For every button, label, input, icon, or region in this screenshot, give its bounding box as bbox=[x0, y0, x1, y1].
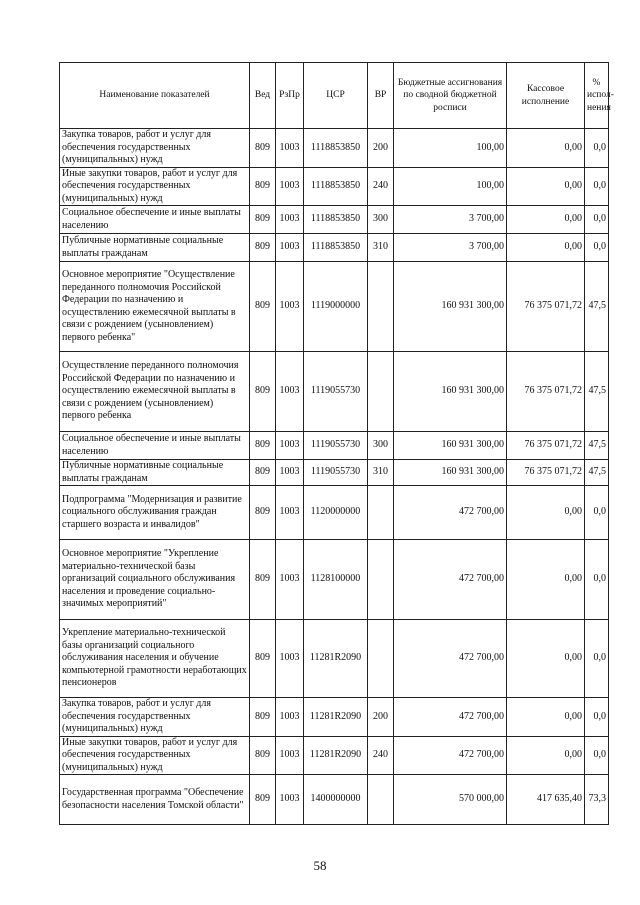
table-row bbox=[60, 234, 609, 262]
cell-percent: 47,5 bbox=[585, 460, 609, 486]
cell-budget: 100,00 bbox=[394, 167, 507, 206]
table-row bbox=[60, 736, 609, 775]
table-row bbox=[60, 460, 609, 486]
cell-name: Иные закупки товаров, работ и услуг для обеспечения государственных (муниципальных) нужд bbox=[60, 167, 250, 206]
cell-csr: 1400000000 bbox=[304, 775, 368, 825]
cell-percent: 0,0 bbox=[585, 167, 609, 206]
cell-percent: 0,0 bbox=[585, 234, 609, 262]
cell-cash: 76 375 071,72 bbox=[507, 432, 585, 460]
cell-percent: 0,0 bbox=[585, 736, 609, 775]
table-row bbox=[60, 620, 609, 698]
cell-vr: 240 bbox=[368, 167, 394, 206]
cell-name: Государственная программа "Обеспечение безопасности населения Томской области" bbox=[60, 775, 250, 825]
cell-csr: 1118853850 bbox=[304, 167, 368, 206]
cell-percent: 47,5 bbox=[585, 432, 609, 460]
cell-rzpr: 1003 bbox=[276, 540, 304, 620]
cell-ved: 809 bbox=[250, 736, 276, 775]
header-rzpr: РзПр bbox=[276, 63, 304, 129]
cell-csr: 1118853850 bbox=[304, 129, 368, 168]
cell-budget: 472 700,00 bbox=[394, 698, 507, 737]
table-row bbox=[60, 775, 609, 825]
table-header-row bbox=[60, 63, 609, 129]
cell-name: Публичные нормативные социальные выплаты гражданам bbox=[60, 460, 250, 486]
cell-budget: 472 700,00 bbox=[394, 486, 507, 540]
cell-rzpr: 1003 bbox=[276, 262, 304, 352]
cell-name: Подпрограмма "Модернизация и развитие социального обслуживания граждан старшего возраста и инвалидов" bbox=[60, 486, 250, 540]
cell-rzpr: 1003 bbox=[276, 620, 304, 698]
cell-cash: 0,00 bbox=[507, 234, 585, 262]
cell-vr: 300 bbox=[368, 432, 394, 460]
table-row bbox=[60, 352, 609, 432]
page-number: 58 bbox=[313, 858, 327, 873]
cell-name: Основное мероприятие "Осуществление переданного полномочия Российской Федерации по назначению и осуществлению ежемесячной выплаты в связи с рождением (усыновлением) первого ребенка" bbox=[60, 262, 250, 352]
cell-name: Укрепление материально-технической базы организаций социального обслуживания населения и обучение компьютерной грамотности неработающих пенсионеров bbox=[60, 620, 250, 698]
cell-cash: 0,00 bbox=[507, 620, 585, 698]
cell-ved: 809 bbox=[250, 460, 276, 486]
cell-vr: 200 bbox=[368, 698, 394, 737]
cell-vr: 200 bbox=[368, 129, 394, 168]
header-ved: Вед bbox=[250, 63, 276, 129]
cell-vr bbox=[368, 540, 394, 620]
cell-cash: 0,00 bbox=[507, 486, 585, 540]
cell-percent: 0,0 bbox=[585, 540, 609, 620]
cell-vr bbox=[368, 262, 394, 352]
cell-cash: 0,00 bbox=[507, 736, 585, 775]
table-row bbox=[60, 432, 609, 460]
cell-name: Закупка товаров, работ и услуг для обеспечения государственных (муниципальных) нужд bbox=[60, 698, 250, 737]
cell-budget: 472 700,00 bbox=[394, 620, 507, 698]
cell-name: Социальное обеспечение и иные выплаты населению bbox=[60, 206, 250, 234]
cell-budget: 160 931 300,00 bbox=[394, 262, 507, 352]
table-row bbox=[60, 129, 609, 168]
cell-ved: 809 bbox=[250, 352, 276, 432]
cell-ved: 809 bbox=[250, 129, 276, 168]
cell-ved: 809 bbox=[250, 206, 276, 234]
cell-cash: 0,00 bbox=[507, 540, 585, 620]
cell-csr: 11281R2090 bbox=[304, 698, 368, 737]
table-row bbox=[60, 206, 609, 234]
cell-percent: 0,0 bbox=[585, 129, 609, 168]
cell-csr: 1120000000 bbox=[304, 486, 368, 540]
cell-rzpr: 1003 bbox=[276, 698, 304, 737]
cell-vr: 310 bbox=[368, 234, 394, 262]
cell-ved: 809 bbox=[250, 620, 276, 698]
table-row bbox=[60, 167, 609, 206]
cell-budget: 570 000,00 bbox=[394, 775, 507, 825]
cell-cash: 0,00 bbox=[507, 129, 585, 168]
cell-name: Основное мероприятие "Укрепление материально-технической базы организаций социального обслуживания населения и проведение социально-значимых мероприятий" bbox=[60, 540, 250, 620]
cell-cash: 0,00 bbox=[507, 167, 585, 206]
cell-name: Публичные нормативные социальные выплаты гражданам bbox=[60, 234, 250, 262]
cell-budget: 472 700,00 bbox=[394, 540, 507, 620]
cell-percent: 0,0 bbox=[585, 698, 609, 737]
cell-csr: 1118853850 bbox=[304, 206, 368, 234]
cell-percent: 0,0 bbox=[585, 620, 609, 698]
cell-cash: 76 375 071,72 bbox=[507, 262, 585, 352]
header-name: Наименование показателей bbox=[60, 63, 250, 129]
header-percent: % испол-нения bbox=[585, 63, 609, 129]
cell-name: Социальное обеспечение и иные выплаты населению bbox=[60, 432, 250, 460]
cell-ved: 809 bbox=[250, 775, 276, 825]
cell-rzpr: 1003 bbox=[276, 234, 304, 262]
cell-name: Иные закупки товаров, работ и услуг для обеспечения государственных (муниципальных) нужд bbox=[60, 736, 250, 775]
cell-vr bbox=[368, 775, 394, 825]
cell-ved: 809 bbox=[250, 540, 276, 620]
table-row bbox=[60, 486, 609, 540]
table-row bbox=[60, 698, 609, 737]
cell-vr bbox=[368, 486, 394, 540]
cell-ved: 809 bbox=[250, 262, 276, 352]
cell-percent: 47,5 bbox=[585, 352, 609, 432]
cell-budget: 3 700,00 bbox=[394, 206, 507, 234]
cell-cash: 76 375 071,72 bbox=[507, 352, 585, 432]
cell-ved: 809 bbox=[250, 698, 276, 737]
cell-percent: 47,5 bbox=[585, 262, 609, 352]
cell-csr: 1118853850 bbox=[304, 234, 368, 262]
cell-rzpr: 1003 bbox=[276, 206, 304, 234]
cell-csr: 1119055730 bbox=[304, 432, 368, 460]
cell-name: Осуществление переданного полномочия Российской Федерации по назначению и осуществлению ежемесячной выплаты в связи с рождением (усыновлением) первого ребенка bbox=[60, 352, 250, 432]
cell-name: Закупка товаров, работ и услуг для обеспечения государственных (муниципальных) нужд bbox=[60, 129, 250, 168]
cell-csr: 1128100000 bbox=[304, 540, 368, 620]
cell-rzpr: 1003 bbox=[276, 352, 304, 432]
cell-ved: 809 bbox=[250, 486, 276, 540]
cell-vr: 240 bbox=[368, 736, 394, 775]
cell-rzpr: 1003 bbox=[276, 432, 304, 460]
cell-rzpr: 1003 bbox=[276, 486, 304, 540]
cell-percent: 0,0 bbox=[585, 486, 609, 540]
cell-cash: 0,00 bbox=[507, 206, 585, 234]
cell-cash: 0,00 bbox=[507, 698, 585, 737]
cell-rzpr: 1003 bbox=[276, 775, 304, 825]
cell-budget: 3 700,00 bbox=[394, 234, 507, 262]
cell-rzpr: 1003 bbox=[276, 736, 304, 775]
cell-csr: 1119000000 bbox=[304, 262, 368, 352]
cell-rzpr: 1003 bbox=[276, 460, 304, 486]
header-csr: ЦСР bbox=[304, 63, 368, 129]
cell-rzpr: 1003 bbox=[276, 167, 304, 206]
header-vr: ВР bbox=[368, 63, 394, 129]
cell-csr: 11281R2090 bbox=[304, 620, 368, 698]
cell-ved: 809 bbox=[250, 432, 276, 460]
cell-budget: 100,00 bbox=[394, 129, 507, 168]
header-cash: Кассовое исполнение bbox=[507, 63, 585, 129]
cell-budget: 160 931 300,00 bbox=[394, 352, 507, 432]
cell-budget: 160 931 300,00 bbox=[394, 460, 507, 486]
cell-ved: 809 bbox=[250, 234, 276, 262]
cell-csr: 1119055730 bbox=[304, 352, 368, 432]
table-row bbox=[60, 540, 609, 620]
header-budget: Бюджетные ассигнования по сводной бюджетной росписи bbox=[394, 63, 507, 129]
budget-execution-table bbox=[59, 62, 614, 825]
cell-vr: 300 bbox=[368, 206, 394, 234]
cell-cash: 76 375 071,72 bbox=[507, 460, 585, 486]
cell-vr bbox=[368, 352, 394, 432]
cell-budget: 472 700,00 bbox=[394, 736, 507, 775]
cell-percent: 0,0 bbox=[585, 206, 609, 234]
cell-csr: 1119055730 bbox=[304, 460, 368, 486]
cell-percent: 73,3 bbox=[585, 775, 609, 825]
cell-csr: 11281R2090 bbox=[304, 736, 368, 775]
cell-budget: 160 931 300,00 bbox=[394, 432, 507, 460]
cell-rzpr: 1003 bbox=[276, 129, 304, 168]
cell-vr: 310 bbox=[368, 460, 394, 486]
cell-ved: 809 bbox=[250, 167, 276, 206]
table-row bbox=[60, 262, 609, 352]
cell-vr bbox=[368, 620, 394, 698]
cell-cash: 417 635,40 bbox=[507, 775, 585, 825]
